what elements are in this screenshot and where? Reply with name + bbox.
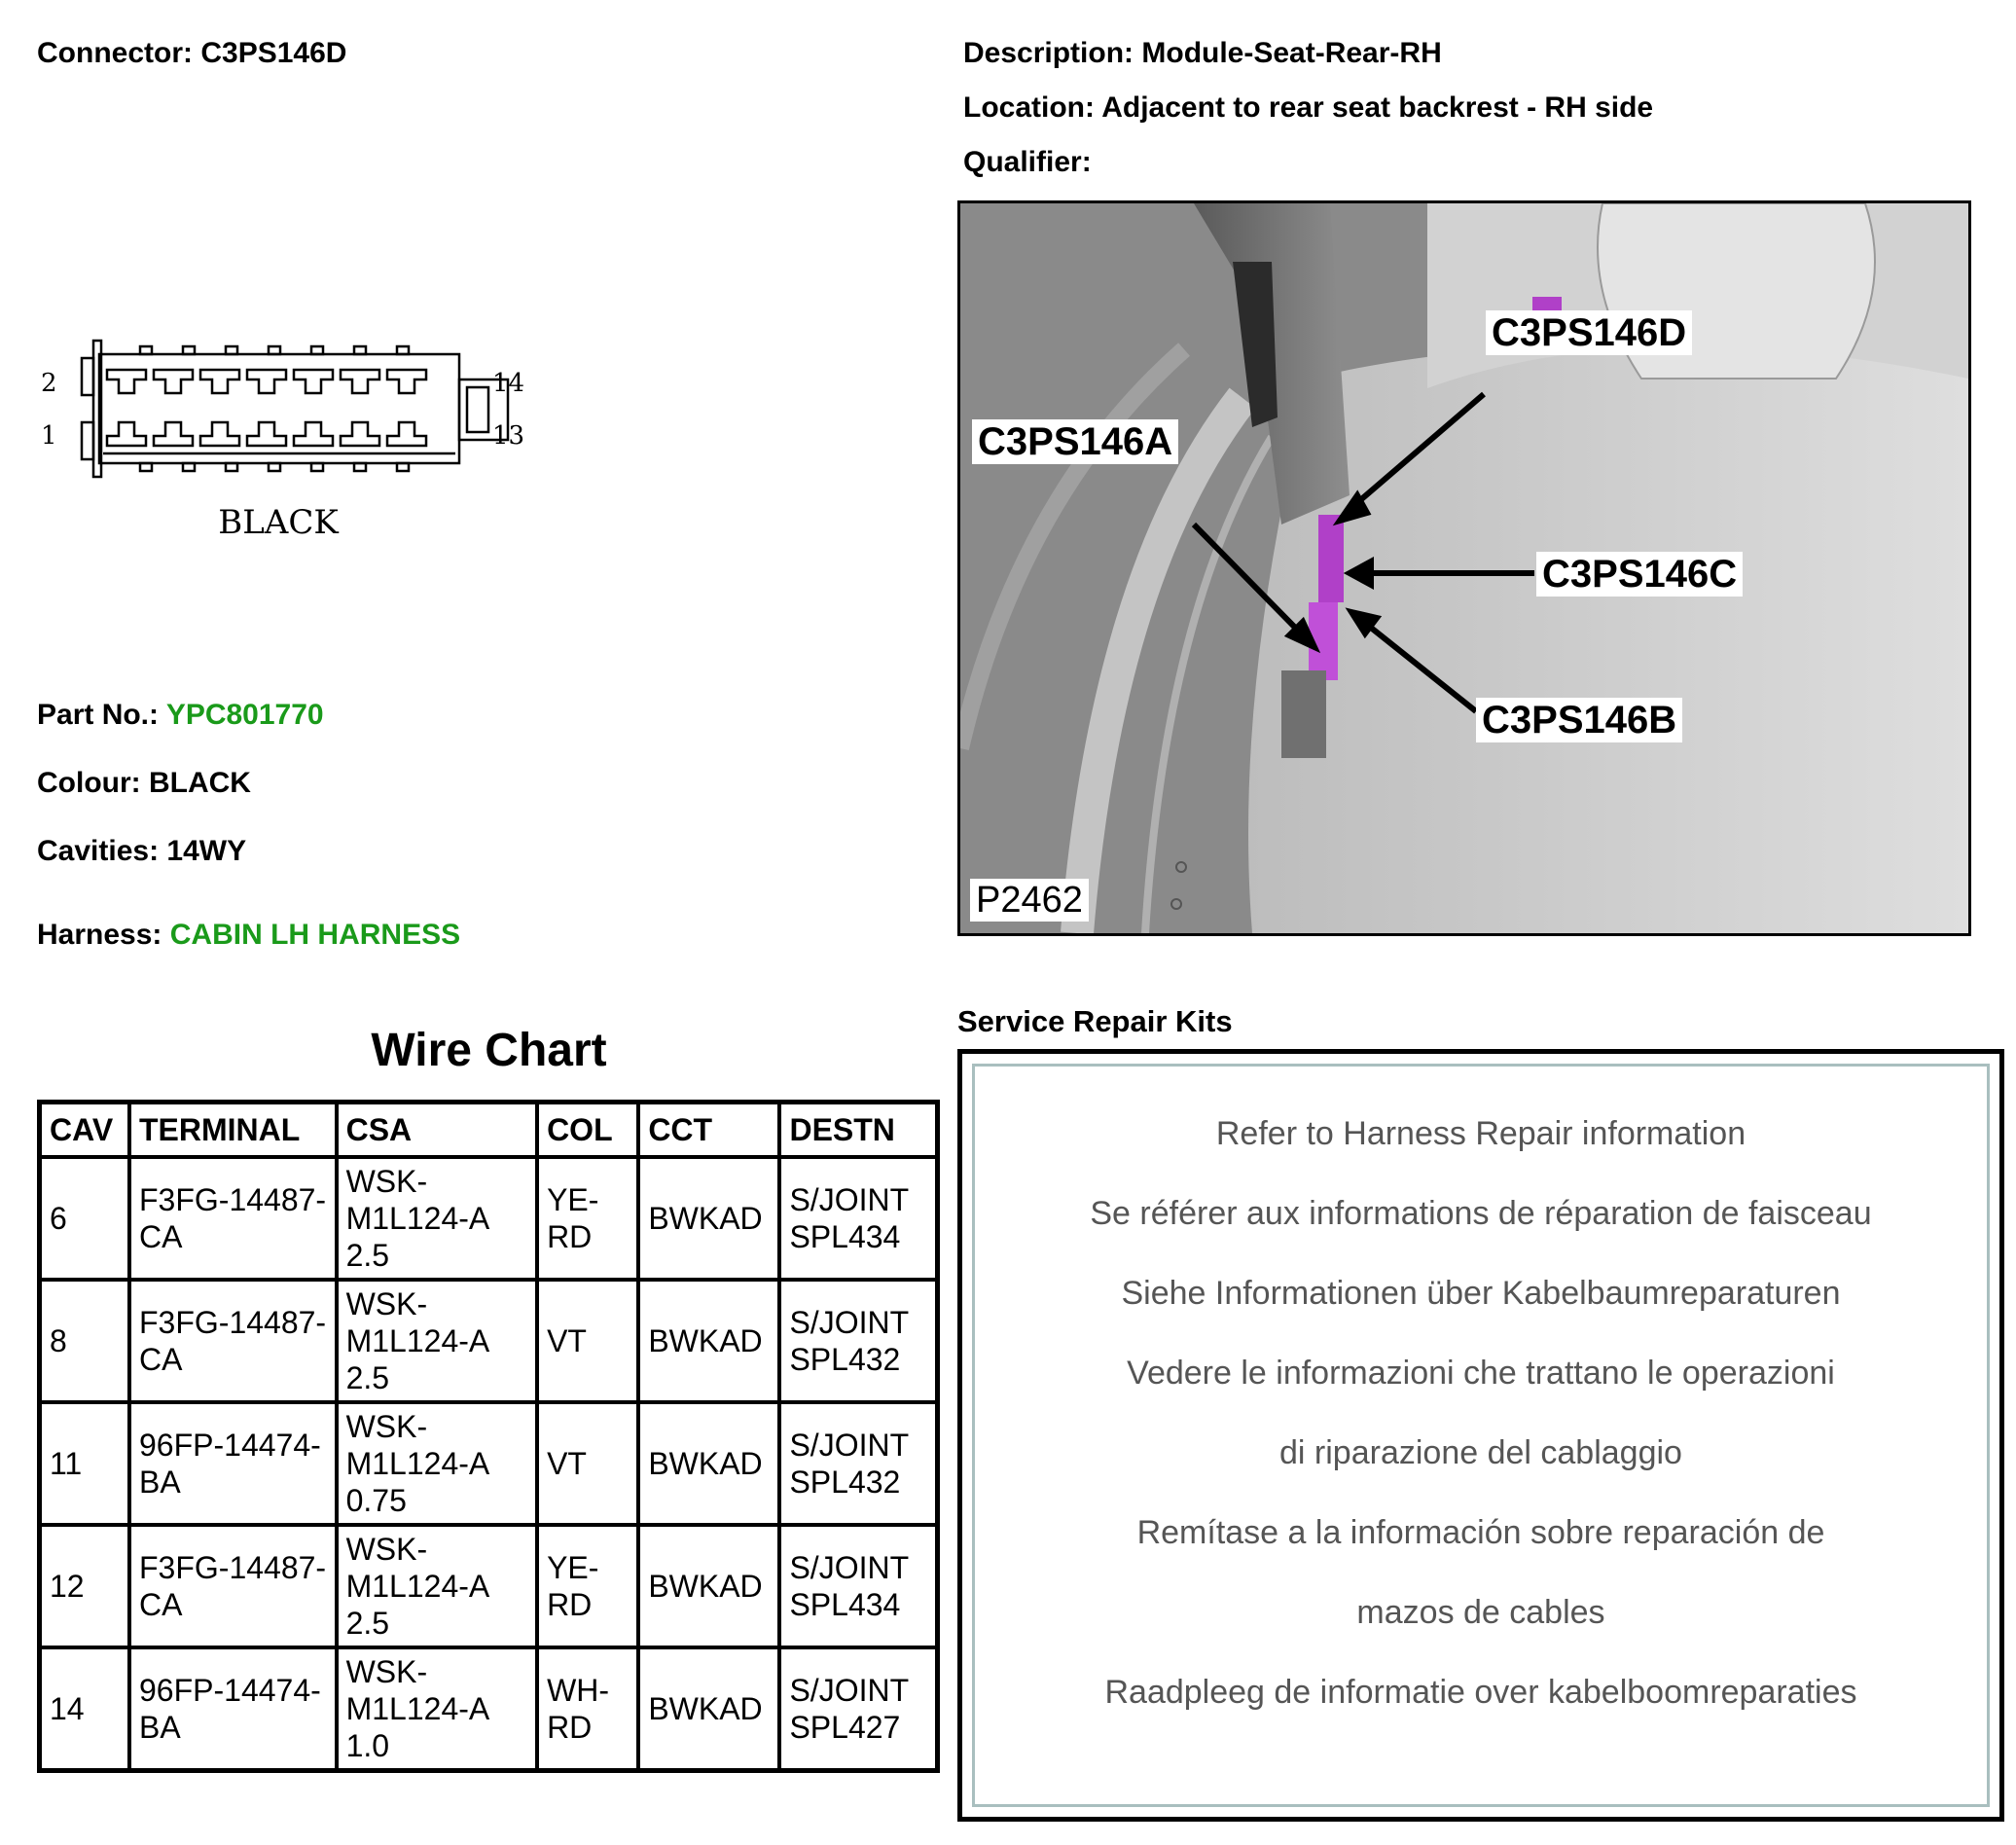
cell-col: WH-RD — [537, 1647, 638, 1771]
cell-destn: S/JOINT SPL432 — [779, 1280, 937, 1402]
callout-c3ps146b: C3PS146B — [1476, 698, 1682, 742]
pin-label-14: 14 — [492, 369, 525, 398]
connector-face-diagram — [29, 321, 535, 555]
location-photo — [957, 200, 1971, 936]
table-row — [40, 1402, 938, 1525]
connector-heading: Connector: C3PS146D — [37, 37, 347, 69]
location-illustration — [960, 203, 1968, 933]
cell-col: YE-RD — [537, 1525, 638, 1647]
cell-cct: BWKAD — [638, 1280, 779, 1402]
srk-line: mazos de cables — [1356, 1594, 1605, 1631]
srk-line: Refer to Harness Repair information — [1215, 1115, 1746, 1152]
figure-id: P2462 — [970, 879, 1089, 922]
cell-cav: 12 — [40, 1525, 130, 1647]
cell-csa: WSK-M1L124-A 1.0 — [337, 1647, 537, 1771]
table-header-row — [40, 1103, 938, 1158]
pin-label-13: 13 — [492, 421, 525, 451]
cell-cct: BWKAD — [638, 1525, 779, 1647]
colour-value: BLACK — [148, 767, 251, 799]
cell-cct: BWKAD — [638, 1157, 779, 1280]
description-heading: Description: Module-Seat-Rear-RH — [963, 37, 1442, 69]
cell-terminal: 96FP-14474-BA — [129, 1647, 337, 1771]
col-header-destn: DESTN — [779, 1103, 937, 1158]
cell-destn: S/JOINT SPL434 — [779, 1157, 937, 1280]
table-row — [40, 1525, 938, 1647]
location-value: Adjacent to rear seat backrest - RH side — [1101, 91, 1654, 124]
qualifier-heading: Qualifier: — [963, 146, 1092, 178]
service-repair-kits-box — [957, 1049, 2004, 1822]
cell-csa: WSK-M1L124-A 2.5 — [337, 1280, 537, 1402]
connector-colour-caption: BLACK — [218, 503, 339, 542]
cavities-value: 14WY — [166, 835, 247, 867]
callout-c3ps146c: C3PS146C — [1536, 552, 1743, 597]
srk-line: Se référer aux informations de réparation de faisceau — [1090, 1195, 1872, 1232]
wire-chart-title: Wire Chart — [371, 1025, 607, 1076]
cell-cav: 6 — [40, 1157, 130, 1280]
col-header-cct: CCT — [638, 1103, 779, 1158]
srk-line: Siehe Informationen über Kabelbaumreparaturen — [1121, 1275, 1841, 1312]
cell-col: VT — [537, 1402, 638, 1525]
pin-label-2: 2 — [41, 369, 57, 398]
cell-terminal: 96FP-14474-BA — [129, 1402, 337, 1525]
cell-terminal: F3FG-14487-CA — [129, 1157, 337, 1280]
srk-line: Remítase a la información sobre reparación de — [1136, 1514, 1825, 1551]
harness-link[interactable]: CABIN LH HARNESS — [169, 919, 461, 951]
cell-terminal: F3FG-14487-CA — [129, 1525, 337, 1647]
wire-chart-table — [37, 1100, 940, 1773]
cell-destn: S/JOINT SPL434 — [779, 1525, 937, 1647]
cell-terminal: F3FG-14487-CA — [129, 1280, 337, 1402]
cell-cav: 11 — [40, 1402, 130, 1525]
pin-label-1: 1 — [41, 421, 57, 451]
service-repair-kits-title: Service Repair Kits — [957, 1004, 1233, 1038]
col-header-csa: CSA — [337, 1103, 537, 1158]
colour-row: Colour: BLACK — [37, 767, 251, 799]
cell-cct: BWKAD — [638, 1647, 779, 1771]
callout-c3ps146d: C3PS146D — [1486, 310, 1692, 355]
harness-row: Harness: CABIN LH HARNESS — [37, 919, 461, 951]
table-row — [40, 1157, 938, 1280]
table-row — [40, 1280, 938, 1402]
srk-line: Raadpleeg de informatie over kabelboomreparaties — [1104, 1674, 1857, 1711]
srk-line: Vedere le informazioni che trattano le operazioni — [1127, 1355, 1835, 1392]
location-heading: Location: Adjacent to rear seat backrest - RH side — [963, 91, 1654, 124]
cell-csa: WSK-M1L124-A 0.75 — [337, 1402, 537, 1525]
connector-id: C3PS146D — [200, 37, 347, 69]
cell-destn: S/JOINT SPL427 — [779, 1647, 937, 1771]
cell-cav: 14 — [40, 1647, 130, 1771]
table-row — [40, 1647, 938, 1771]
cell-destn: S/JOINT SPL432 — [779, 1402, 937, 1525]
part-no-link[interactable]: YPC801770 — [165, 699, 324, 731]
col-header-terminal: TERMINAL — [129, 1103, 337, 1158]
callout-c3ps146a: C3PS146A — [972, 419, 1178, 464]
cell-csa: WSK-M1L124-A 2.5 — [337, 1525, 537, 1647]
description-value: Module-Seat-Rear-RH — [1141, 37, 1442, 69]
col-header-cav: CAV — [40, 1103, 130, 1158]
cell-col: YE-RD — [537, 1157, 638, 1280]
srk-line: di riparazione del cablaggio — [1279, 1434, 1682, 1471]
cell-csa: WSK-M1L124-A 2.5 — [337, 1157, 537, 1280]
cell-col: VT — [537, 1280, 638, 1402]
cavities-row: Cavities: 14WY — [37, 835, 247, 867]
col-header-col: COL — [537, 1103, 638, 1158]
cell-cct: BWKAD — [638, 1402, 779, 1525]
part-no-row: Part No.: YPC801770 — [37, 699, 324, 731]
cell-cav: 8 — [40, 1280, 130, 1402]
